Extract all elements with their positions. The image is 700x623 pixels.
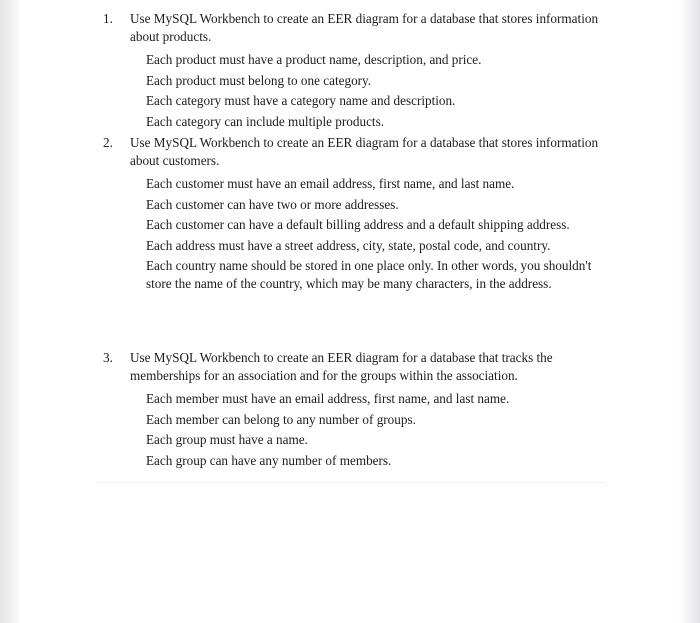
requirement-item: Each customer can have two or more addresses. bbox=[146, 196, 399, 212]
requirement-item: Each address must have a street address, city, state, postal code, and country. bbox=[146, 237, 551, 253]
requirement-item: Each member can belong to any number of groups. bbox=[146, 411, 416, 427]
requirement-item: Each country name should be stored in one place only. In other words, you shouldn't store the name of the country, which may be many characters, in the address. bbox=[146, 258, 592, 291]
exercise-number: 2. bbox=[103, 135, 113, 150]
exercise-prompt: Use MySQL Workbench to create an EER diagram for a database that stores information about customers. bbox=[130, 135, 599, 168]
requirement-item: Each product must have a product name, description, and price. bbox=[146, 52, 482, 67]
exercise-number: 3. bbox=[103, 350, 113, 365]
exercise-prompt: Use MySQL Workbench to create an EER diagram for a database that tracks the memberships for an association and for the groups within the association. bbox=[130, 350, 553, 383]
requirement-item: Each customer can have a default billing address and a default shipping address. bbox=[146, 217, 570, 232]
requirements-list bbox=[146, 51, 598, 130]
requirement-item: Each member must have an email address, first name, and last name. bbox=[146, 391, 510, 406]
requirement-item: Each group must have a name. bbox=[146, 432, 308, 447]
requirements-list bbox=[146, 175, 598, 292]
page-divider bbox=[96, 482, 606, 483]
exercise-2 bbox=[103, 134, 603, 295]
requirements-list bbox=[146, 390, 598, 469]
exercise-1 bbox=[103, 10, 603, 133]
requirement-item: Each category must have a category name and description. bbox=[146, 93, 456, 108]
requirement-item: Each category can include multiple products. bbox=[146, 113, 385, 129]
exercise-3 bbox=[103, 349, 603, 472]
requirement-item: Each customer must have an email address, first name, and last name. bbox=[146, 176, 515, 191]
exercise-number: 1. bbox=[103, 11, 113, 26]
requirement-item: Each group can have any number of members. bbox=[146, 452, 392, 468]
requirement-item: Each product must belong to one category. bbox=[146, 72, 372, 88]
exercise-prompt: Use MySQL Workbench to create an EER diagram for a database that stores information about products. bbox=[130, 11, 599, 44]
